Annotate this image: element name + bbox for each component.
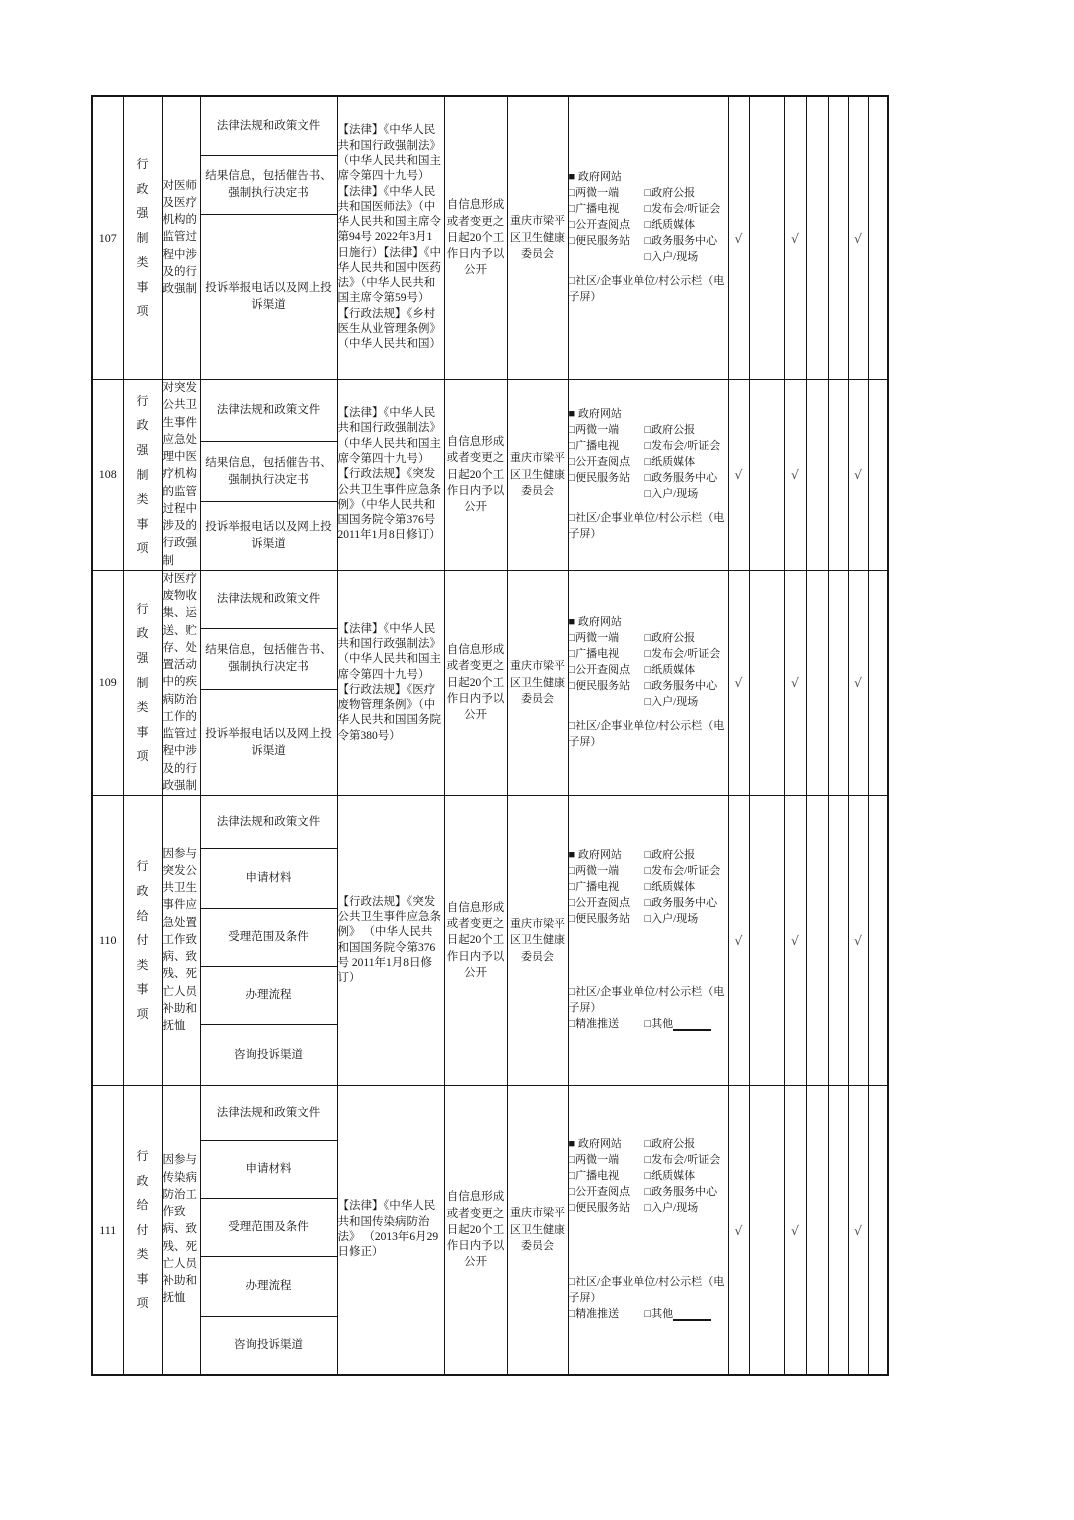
check-cell [749, 96, 784, 380]
row-number: 110 [92, 796, 123, 1086]
table-row [92, 96, 888, 156]
item-cell [162, 796, 200, 1086]
time-limit-cell: 自信息形成或者变更之日起20个工作日内予以公开 [444, 570, 507, 795]
department-cell: 重庆市梁平区卫生健康委员会 [507, 380, 568, 571]
channel-column-right [645, 1137, 728, 1217]
channel-option: □纸质媒体 [644, 219, 696, 232]
channel-option: □社区/企事业单位/村公示栏（电子屏） [568, 986, 725, 1015]
channel-option: □政务服务中心 [644, 471, 718, 484]
subitem-cell: 法律法规和政策文件 [200, 1086, 337, 1141]
row-number: 108 [92, 380, 123, 571]
channel-bottom [569, 985, 728, 1017]
channel-option: □便民服务站 [568, 1202, 631, 1214]
check-cell [806, 1086, 828, 1376]
row-number: 111 [92, 1086, 123, 1376]
item-label: 因参与突发公共卫生事件应急处置工作致病、致残、死亡人员补助和抚恤 [162, 847, 197, 1033]
check-cell: √ [728, 796, 749, 1086]
channel-columns [569, 407, 728, 503]
channel-bottom [569, 1275, 728, 1307]
category-label: 行政给付类事项 [136, 1148, 149, 1311]
channel-columns [569, 170, 728, 266]
check-cell: √ [728, 96, 749, 380]
channel-column-left [569, 615, 631, 711]
channel-column-left [569, 1137, 631, 1217]
channel-option: □便民服务站 [568, 471, 631, 484]
table-row [92, 570, 888, 628]
channel-option: □政务服务中心 [644, 679, 718, 692]
check-cell: √ [728, 1086, 749, 1376]
blank-underline [673, 1309, 711, 1321]
check-cell [868, 96, 888, 380]
category-label: 行政强制类事项 [136, 156, 149, 319]
category-label: 行政给付类事项 [136, 859, 149, 1021]
channel-option: ■ 政府网站 [568, 408, 622, 421]
channel-option: □政府公报 [644, 187, 696, 200]
channel-option: □两微一端 [568, 864, 620, 877]
channel-option: □政务服务中心 [644, 896, 718, 909]
channel-option: □公开查阅点 [568, 896, 631, 909]
channel-option: □入户/现场 [644, 487, 699, 500]
check-cell [749, 796, 784, 1086]
channel-column-left [569, 407, 631, 503]
check-cell: √ [728, 570, 749, 795]
channel-option: □便民服务站 [568, 679, 631, 692]
channel-option: □政府公报 [644, 1138, 696, 1151]
channel-columns [569, 615, 728, 711]
channel-option: □公开查阅点 [568, 455, 631, 468]
channel-columns [569, 1137, 728, 1217]
category-label: 行政强制类事项 [136, 393, 149, 556]
channels-cell [568, 570, 728, 795]
legal-basis-cell: 【行政法规】《突发公共卫生事件应急条例》 （中华人民共和国国务院令第376号 2011年1月8日修订） [337, 796, 444, 1086]
channel-option: □发布会/听证会 [644, 440, 721, 453]
check-cell: √ [848, 1086, 868, 1376]
department-cell: 重庆市梁平区卫生健康委员会 [507, 1086, 568, 1376]
legal-basis-cell: 【法律】《中华人民共和国行政强制法》（中华人民共和国主席令第四十九号）【行政法规】《医疗废物管理条例》（中华人民共和国国务院令第380号） [337, 570, 444, 795]
channel-option: □入户/现场 [644, 1202, 699, 1214]
category-cell [123, 570, 162, 795]
table-row [92, 796, 888, 849]
channel-option: □入户/现场 [644, 695, 699, 708]
table-row [92, 1086, 888, 1141]
channel-option: □公开查阅点 [568, 1186, 631, 1199]
item-label: 对医师及医疗机构的监管过程中涉及的行政强制 [162, 179, 197, 296]
channel-option: □纸质媒体 [644, 1170, 696, 1183]
item-cell [162, 570, 200, 795]
legal-basis-cell: 【法律】《中华人民共和国行政强制法》（中华人民共和国主席令第四十九号）【行政法规】《突发公共卫生事件应急条例》（中华人民共和国国务院令第376号 2011年1月8日修订） [337, 380, 444, 571]
channel-column-right [645, 848, 728, 928]
subitem-cell: 法律法规和政策文件 [200, 570, 337, 628]
channels-cell [568, 796, 728, 1086]
row-number: 107 [92, 96, 123, 380]
channel-option: ■ 政府网站 [568, 616, 622, 629]
channel-option: ■ 政府网站 [568, 1138, 622, 1151]
channels-cell [568, 96, 728, 380]
channel-option: □发布会/听证会 [644, 648, 721, 661]
check-cell [868, 380, 888, 571]
channel-option: □社区/企事业单位/村公示栏（电子屏） [568, 719, 725, 748]
subitem-cell: 办理流程 [200, 967, 337, 1025]
channels-cell [568, 1086, 728, 1376]
subitem-cell: 结果信息，包括催告书、强制执行决定书 [200, 156, 337, 215]
channel-option: □纸质媒体 [644, 455, 696, 468]
channel-option: □两微一端 [568, 424, 620, 437]
channel-option: □入户/现场 [644, 250, 699, 263]
channel-bottom-line [569, 1307, 728, 1323]
channel-option: ■ 政府网站 [568, 171, 622, 184]
check-cell [806, 380, 828, 571]
channel-option: □发布会/听证会 [644, 1154, 721, 1167]
subitem-cell: 申请材料 [200, 849, 337, 909]
check-cell: √ [784, 96, 806, 380]
channel-option: □其他 [644, 1307, 674, 1320]
channel-bottom [569, 719, 728, 751]
channel-column-left [569, 170, 631, 266]
check-cell: √ [728, 380, 749, 571]
category-cell [123, 96, 162, 380]
subitem-cell: 投诉举报电话以及网上投诉渠道 [200, 690, 337, 796]
channel-option: □广播电视 [568, 1170, 620, 1183]
channel-option: □政府公报 [644, 632, 696, 645]
channel-option: □发布会/听证会 [644, 864, 721, 877]
channel-bottom [569, 511, 728, 543]
time-limit-cell: 自信息形成或者变更之日起20个工作日内予以公开 [444, 796, 507, 1086]
category-label: 行政强制类事项 [136, 601, 149, 764]
subitem-cell: 受理范围及条件 [200, 909, 337, 967]
time-limit-cell: 自信息形成或者变更之日起20个工作日内予以公开 [444, 1086, 507, 1376]
check-cell [828, 796, 848, 1086]
check-cell: √ [848, 380, 868, 571]
channel-option: □入户/现场 [644, 912, 699, 925]
channel-option: □广播电视 [568, 880, 620, 893]
channel-column-right [645, 615, 728, 711]
channel-option: □精准推送 [568, 1018, 620, 1031]
channel-option: □政府公报 [644, 848, 696, 861]
subitem-cell: 咨询投诉渠道 [200, 1025, 337, 1086]
channel-column-right [645, 170, 728, 266]
check-cell [828, 570, 848, 795]
subitem-cell: 法律法规和政策文件 [200, 796, 337, 849]
table-row [92, 380, 888, 442]
channel-option: □精准推送 [568, 1307, 620, 1320]
channel-option: □两微一端 [568, 1154, 620, 1167]
subitem-cell: 投诉举报电话以及网上投诉渠道 [200, 215, 337, 380]
check-cell [828, 96, 848, 380]
row-number: 109 [92, 570, 123, 795]
blank-underline [673, 1019, 711, 1031]
subitem-cell: 结果信息，包括催告书、强制执行决定书 [200, 628, 337, 689]
check-cell [828, 380, 848, 571]
channel-option: □便民服务站 [568, 234, 631, 247]
department-cell: 重庆市梁平区卫生健康委员会 [507, 570, 568, 795]
channel-bottom [569, 274, 728, 306]
item-cell [162, 380, 200, 571]
channel-option: □便民服务站 [568, 912, 631, 925]
check-cell [806, 96, 828, 380]
check-cell: √ [784, 380, 806, 571]
subitem-cell: 办理流程 [200, 1257, 337, 1317]
check-cell: √ [848, 796, 868, 1086]
channel-option: □公开查阅点 [568, 663, 631, 676]
channel-option: □广播电视 [568, 647, 620, 660]
subitem-cell: 申请材料 [200, 1141, 337, 1199]
legal-basis-cell: 【法律】《中华人民共和国行政强制法》（中华人民共和国主席令第四十九号）【法律】《中华人民共和国医师法》（中华人民共和国主席令第94号 2022年3月1日施行）【法律】《中华人民共和国中医药法》（中华人民共和国主席令第59号）【行政法规】《乡村医生从业管理条例》（中华人民共和国） [337, 96, 444, 380]
channel-column-left [569, 848, 631, 928]
check-cell [868, 570, 888, 795]
channel-option: □两微一端 [568, 187, 620, 200]
channel-column-right [645, 407, 728, 503]
check-cell [806, 570, 828, 795]
item-label: 因参与传染病防治工作致病、致残、死亡人员补助和抚恤 [162, 1154, 197, 1305]
check-cell [749, 570, 784, 795]
check-cell [806, 796, 828, 1086]
channel-option: □公开查阅点 [568, 219, 631, 232]
time-limit-cell: 自信息形成或者变更之日起20个工作日内予以公开 [444, 380, 507, 571]
category-cell [123, 380, 162, 571]
subitem-cell: 受理范围及条件 [200, 1199, 337, 1257]
category-cell [123, 1086, 162, 1376]
check-cell: √ [784, 796, 806, 1086]
channel-option: □政务服务中心 [644, 235, 718, 248]
channels-cell [568, 380, 728, 571]
check-cell [868, 796, 888, 1086]
check-cell [868, 1086, 888, 1376]
department-cell: 重庆市梁平区卫生健康委员会 [507, 796, 568, 1086]
channel-option: □政务服务中心 [644, 1186, 718, 1199]
channel-option: □广播电视 [568, 439, 620, 452]
channel-option: □社区/企事业单位/村公示栏（电子屏） [568, 1275, 725, 1304]
item-label: 对医疗废物收集、运送、贮存、处置活动中的疾病防治工作的监管过程中涉及的行政强制 [162, 572, 197, 792]
check-cell: √ [784, 1086, 806, 1376]
channel-option: □其他 [644, 1018, 674, 1031]
check-cell [749, 380, 784, 571]
channel-columns [569, 848, 728, 928]
disclosure-table [91, 95, 889, 1376]
channel-option: ■ 政府网站 [568, 848, 622, 861]
channel-option: □纸质媒体 [644, 663, 696, 676]
item-cell [162, 96, 200, 380]
subitem-cell: 法律法规和政策文件 [200, 96, 337, 156]
subitem-cell: 法律法规和政策文件 [200, 380, 337, 442]
check-cell: √ [848, 96, 868, 380]
channel-option: □发布会/听证会 [644, 203, 721, 216]
channel-option: □广播电视 [568, 203, 620, 216]
channel-option: □政府公报 [644, 424, 696, 437]
check-cell: √ [848, 570, 868, 795]
time-limit-cell: 自信息形成或者变更之日起20个工作日内予以公开 [444, 96, 507, 380]
subitem-cell: 投诉举报电话以及网上投诉渠道 [200, 502, 337, 570]
channel-option: □社区/企事业单位/村公示栏（电子屏） [568, 511, 725, 540]
check-cell [828, 1086, 848, 1376]
subitem-cell: 结果信息，包括催告书、强制执行决定书 [200, 441, 337, 502]
subitem-cell: 咨询投诉渠道 [200, 1317, 337, 1376]
channel-option: □两微一端 [568, 632, 620, 645]
channel-option: □纸质媒体 [644, 880, 696, 893]
legal-basis-cell: 【法律】《中华人民共和国传染病防治法》 （2013年6月29日修正） [337, 1086, 444, 1376]
channel-bottom-line [569, 1017, 728, 1033]
item-label: 对突发公共卫生事件应急处理中医疗机构的监管过程中涉及的行政强制 [162, 382, 197, 567]
check-cell: √ [784, 570, 806, 795]
check-cell [749, 1086, 784, 1376]
item-cell [162, 1086, 200, 1376]
department-cell: 重庆市梁平区卫生健康委员会 [507, 96, 568, 380]
category-cell [123, 796, 162, 1086]
channel-option: □社区/企事业单位/村公示栏（电子屏） [568, 274, 725, 303]
